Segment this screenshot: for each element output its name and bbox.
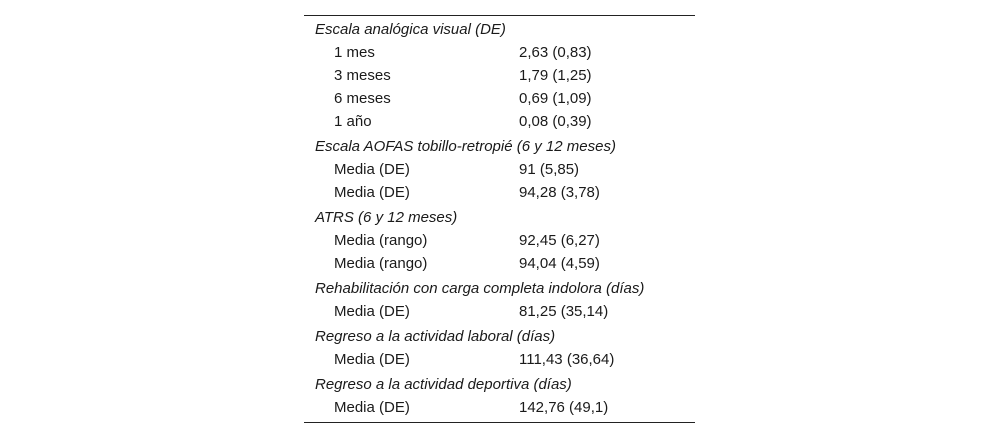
group-title: ATRS (6 y 12 meses) <box>315 209 458 226</box>
row-label: 1 mes <box>334 44 375 61</box>
group-title: Regreso a la actividad deportiva (días) <box>315 376 572 393</box>
table-group <box>304 18 695 133</box>
row-label: Media (rango) <box>334 232 428 249</box>
table-row <box>304 158 695 181</box>
row-label: 3 meses <box>334 67 391 84</box>
table-row <box>304 252 695 275</box>
row-value: 2,63 (0,83) <box>519 44 592 61</box>
table-group <box>304 373 695 419</box>
row-value: 81,25 (35,14) <box>519 303 609 320</box>
results-table <box>304 15 695 423</box>
row-label: 6 meses <box>334 90 391 107</box>
row-value: 111,43 (36,64) <box>519 351 615 368</box>
table-row <box>304 181 695 204</box>
table-row <box>304 229 695 252</box>
table-row <box>304 87 695 110</box>
group-title: Regreso a la actividad laboral (días) <box>315 328 556 345</box>
row-value: 0,69 (1,09) <box>519 90 592 107</box>
table-row <box>304 110 695 133</box>
table-row <box>304 300 695 323</box>
table-row <box>304 64 695 87</box>
row-label: Media (DE) <box>334 161 410 178</box>
row-label: Media (rango) <box>334 255 428 272</box>
row-value: 94,04 (4,59) <box>519 255 600 272</box>
group-title: Rehabilitación con carga completa indolora (días) <box>315 280 645 297</box>
row-value: 0,08 (0,39) <box>519 113 592 130</box>
table-group <box>304 206 695 275</box>
table-row <box>304 396 695 419</box>
table-group <box>304 277 695 323</box>
table-group <box>304 325 695 371</box>
group-title: Escala AOFAS tobillo-retropié (6 y 12 meses) <box>315 138 616 155</box>
row-label: Media (DE) <box>334 184 410 201</box>
table-group <box>304 135 695 204</box>
row-value: 91 (5,85) <box>519 161 580 178</box>
row-label: Media (DE) <box>334 351 410 368</box>
row-label: Media (DE) <box>334 303 410 320</box>
row-value: 1,79 (1,25) <box>519 67 592 84</box>
group-title: Escala analógica visual (DE) <box>315 21 506 38</box>
row-label: 1 año <box>334 113 372 130</box>
table-row <box>304 41 695 64</box>
row-value: 142,76 (49,1) <box>519 399 609 416</box>
row-value: 92,45 (6,27) <box>519 232 600 249</box>
table-row <box>304 348 695 371</box>
row-label: Media (DE) <box>334 399 410 416</box>
row-value: 94,28 (3,78) <box>519 184 600 201</box>
